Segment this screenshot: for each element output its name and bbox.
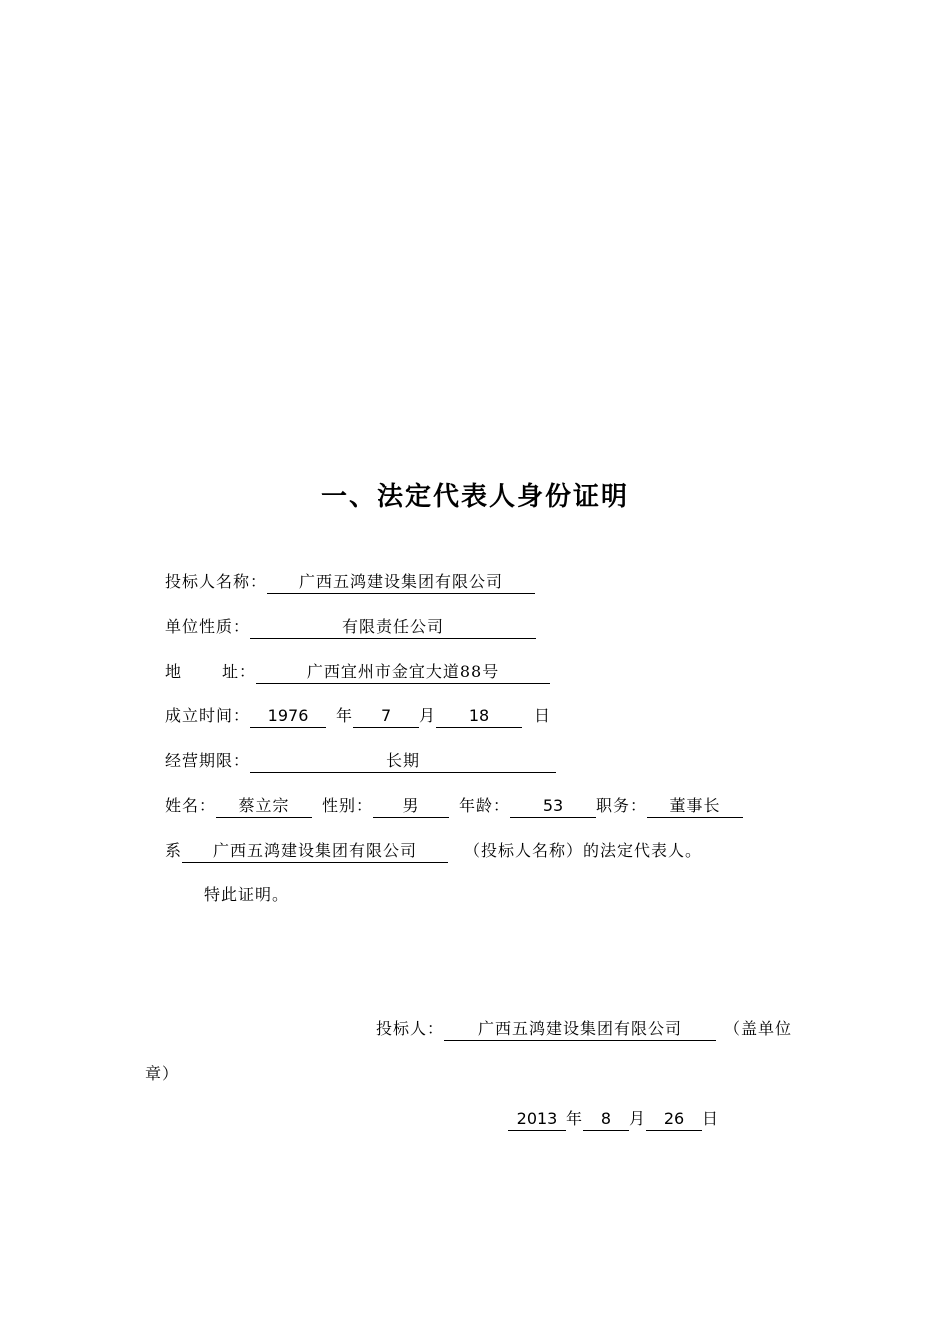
established-month: 7: [353, 705, 419, 728]
age-label: 年龄：: [459, 796, 511, 815]
bidder-name-label: 投标人名称：: [165, 572, 268, 591]
gender-label: 性别：: [322, 796, 374, 815]
established-row: [165, 703, 551, 729]
seal-note-end: 章）: [145, 1064, 180, 1083]
signature-day: 26: [646, 1108, 702, 1131]
certify-row: [204, 882, 289, 908]
day-char: 日: [534, 706, 552, 725]
seal-note-row: [145, 1061, 179, 1087]
position-value: 董事长: [647, 795, 743, 818]
address-value: 广西宜州市金宜大道88号: [256, 661, 550, 684]
unit-nature-row: [165, 614, 536, 640]
certify-text: 特此证明。: [204, 885, 290, 904]
signature-date-row: [508, 1106, 719, 1132]
page-title: 一、法定代表人身份证明: [320, 482, 629, 512]
seal-note-start: （盖单位: [724, 1019, 793, 1038]
name-value: 蔡立宗: [216, 795, 312, 818]
established-label: 成立时间：: [165, 706, 251, 725]
address-label-end: 址：: [222, 662, 257, 681]
address-row: [165, 659, 550, 685]
age-value: 53: [510, 795, 596, 818]
signature-year-char: 年: [566, 1109, 584, 1128]
term-value: 长期: [250, 750, 556, 773]
signature-year: 2013: [508, 1108, 566, 1131]
address-label-start: 地: [165, 662, 183, 681]
term-row: [165, 748, 556, 774]
position-label: 职务：: [596, 796, 648, 815]
established-year: 1976: [250, 705, 326, 728]
person-row: [165, 793, 743, 819]
unit-nature-label: 单位性质：: [165, 617, 251, 636]
established-day: 18: [436, 705, 522, 728]
year-char: 年: [336, 706, 354, 725]
signature-month-char: 月: [629, 1109, 647, 1128]
bidder-name-row: [165, 569, 535, 595]
name-label: 姓名：: [165, 796, 217, 815]
gender-value: 男: [373, 795, 449, 818]
statement-suffix: （投标人名称）的法定代表人。: [464, 841, 703, 860]
month-char: 月: [419, 706, 437, 725]
signature-month: 8: [583, 1108, 629, 1131]
signature-day-char: 日: [702, 1109, 720, 1128]
statement-prefix: 系: [165, 841, 183, 860]
statement-row: [165, 838, 702, 864]
signature-bidder-value: 广西五鸿建设集团有限公司: [444, 1018, 716, 1041]
signature-bidder-label: 投标人：: [376, 1019, 445, 1038]
term-label: 经营期限：: [165, 751, 251, 770]
bidder-name-value: 广西五鸿建设集团有限公司: [267, 571, 535, 594]
signature-bidder-row: [376, 1016, 792, 1042]
statement-company: 广西五鸿建设集团有限公司: [182, 840, 448, 863]
unit-nature-value: 有限责任公司: [250, 616, 536, 639]
